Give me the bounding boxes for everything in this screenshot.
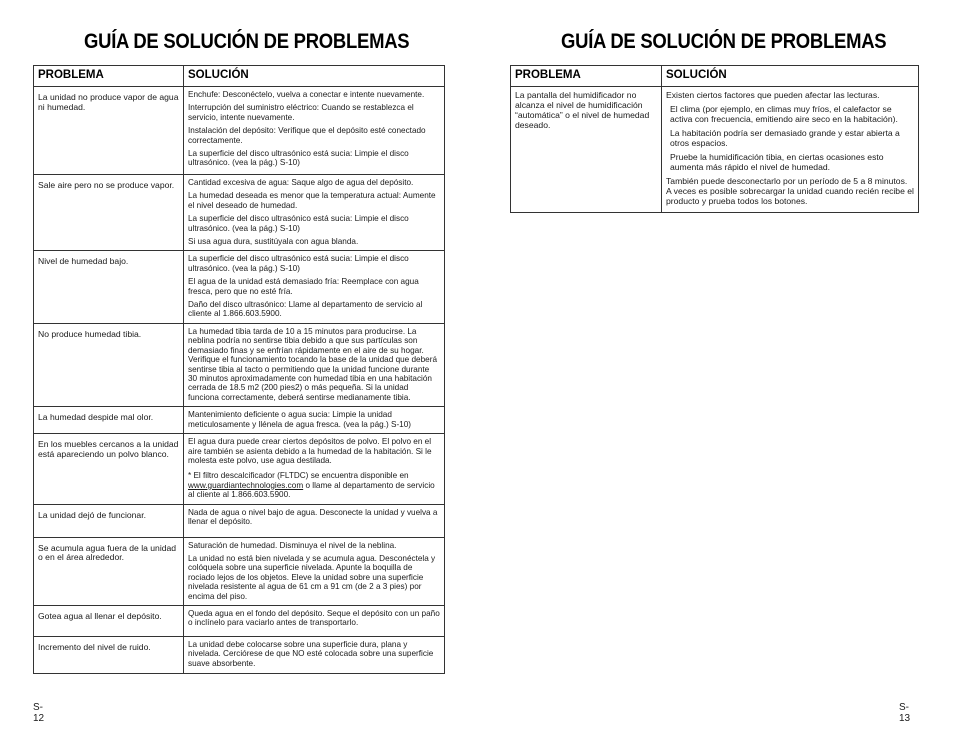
solution-line: Nada de agua o nivel bajo de agua. Desconecte la unidad y vuelva a llenar el depósito. (188, 507, 438, 526)
problem-cell: Nivel de humedad bajo. (34, 251, 184, 323)
solution-line: La humedad tibia tarda de 10 a 15 minutos para producirse. La neblina podría no sentirse tibia debido a que sus partículas son demasiado finas y se enfrían rápidamente en el aire de su hogar. Verifique el funcionamiento tocando la base de la unidad que deberá sentirse tibia al tacto o permitiendo que la unidad funcione durante 30 minutos aproximadamente con humedad tibia en una habitación cerrada de 18.5 m2 (200 pies2) o más pequeña. Si la unidad funciona correctamente, deberá sentirse medianamente tibia. (188, 326, 437, 402)
solution-line: Enchufe: Desconéctelo, vuelva a conectar e intente nuevamente. (188, 90, 425, 99)
troubleshooting-table (33, 65, 445, 674)
table-row (34, 175, 445, 251)
table-row (511, 87, 919, 213)
solution-cell (184, 323, 445, 406)
page-title: GUÍA DE SOLUCIÓN DE PROBLEMAS (561, 30, 887, 53)
problem-cell: La unidad dejó de funcionar. (34, 504, 184, 537)
solution-cell (184, 87, 445, 175)
solution-cell (184, 606, 445, 637)
solution-line: La superficie del disco ultrasónico está sucia: Limpie el disco ultrasónico. (vea la pág.) S-10) (188, 149, 409, 168)
problem-cell: No produce humedad tibia. (34, 323, 184, 406)
solution-point: La habitación podría ser demasiado grande y estar abierta a otros espacios. (670, 128, 900, 148)
solution-cell (184, 407, 445, 434)
table-row (34, 407, 445, 434)
solution-line: Queda agua en el fondo del depósito. Seque el depósito con un paño o inclínelo para vaciarlo antes de transportarlo. (188, 609, 440, 628)
table-row (34, 434, 445, 504)
solution-line: La humedad deseada es menor que la temperatura actual: Aumente el nivel deseado de humedad. (188, 191, 436, 210)
table-row (34, 251, 445, 323)
solution-outro: También puede desconectarlo por un período de 5 a 8 minutos. (666, 176, 908, 186)
page-number: S-13 (899, 702, 911, 724)
filter-note (188, 471, 440, 499)
solution-line: La superficie del disco ultrasónico está sucia: Limpie el disco ultrasónico. (vea la pág.) S-10) (188, 254, 409, 273)
problem-cell: Incremento del nivel de ruido. (34, 637, 184, 674)
column-header-solution: SOLUCIÓN (184, 66, 445, 87)
table-row (34, 637, 445, 674)
solution-cell (184, 434, 445, 504)
solution-cell (184, 504, 445, 537)
table-row (34, 87, 445, 175)
solution-cell (184, 537, 445, 605)
note-prefix: * El filtro descalcificador (FLTDC) se encuentra disponible en (188, 471, 409, 481)
column-header-problem: PROBLEMA (511, 66, 662, 87)
solution-cell (184, 175, 445, 251)
column-header-problem: PROBLEMA (34, 66, 184, 87)
problem-cell: Se acumula agua fuera de la unidad o en el área alrededor. (34, 537, 184, 605)
solution-cell (184, 251, 445, 323)
solution-line: Cantidad excesiva de agua: Saque algo de agua del depósito. (188, 178, 414, 187)
solution-line: Saturación de humedad. Disminuya el nivel de la neblina. (188, 540, 397, 550)
solution-line: La superficie del disco ultrasónico está sucia: Limpie el disco ultrasónico. (vea la pág.) S-10) (188, 214, 409, 233)
website-link[interactable]: www.guardiantechnologies.com (188, 480, 304, 490)
problem-cell: En los muebles cercanos a la unidad está apareciendo un polvo blanco. (34, 434, 184, 504)
table-row (34, 323, 445, 406)
problem-cell: La humedad despide mal olor. (34, 407, 184, 434)
troubleshooting-table (510, 65, 919, 213)
table-row (34, 504, 445, 537)
table-row (34, 606, 445, 637)
problem-cell: La pantalla del humidificador no alcanza el nivel de humidificación “automática” o el nivel de humedad deseado. (511, 87, 662, 213)
solution-line: Mantenimiento deficiente o agua sucia: Limpie la unidad meticulosamente y llénela de agua fresca. (vea la pág.) S-10) (188, 410, 412, 429)
solution-outro: A veces es posible sobrecargar la unidad cuando recién recibe el producto y prueba todos los botones. (666, 186, 914, 206)
solution-line: Daño del disco ultrasónico: Llame al departamento de servicio al cliente al 1.866.603.5900. (188, 300, 423, 319)
solution-point: El clima (por ejemplo, en climas muy fríos, el calefactor se activa con frecuencia, emitiendo aire seco en la habitación). (670, 104, 898, 124)
solution-line: El agua de la unidad está demasiado fría: Reemplace con agua fresca, pero que no esté fría. (188, 277, 419, 296)
solution-line: Interrupción del suministro eléctrico: Cuando se restablezca el servicio, intente nuevamente. (188, 103, 414, 122)
problem-cell: Gotea agua al llenar el depósito. (34, 606, 184, 637)
solution-line: La unidad no está bien nivelada y se acumula agua. Desconéctela y colóquela sobre una superficie nivelada. Apunte la boquilla de rociado lejos de los objetos. Eleve la unidad sobre una superficie nivelada resistente al agua de 61 cm a 91 cm (de 2 a 3 pies) por encima del piso. (188, 553, 436, 601)
solution-line: Instalación del depósito: Verifique que el depósito esté conectado correctamente. (188, 126, 426, 145)
solution-line: La unidad debe colocarse sobre una superficie dura, plana y nivelada. Cerciórese de que NO esté colocada sobre una superficie suave absorbente. (188, 640, 434, 668)
solution-point: Pruebe la humidificación tibia, en ciertas ocasiones esto aumenta más rápido el nivel de humedad. (670, 152, 884, 172)
solution-line: El agua dura puede crear ciertos depósitos de polvo. El polvo en el aire también se asienta debido a la humedad de la habitación. Si le molesta este polvo, use agua destilada. (188, 437, 432, 465)
column-header-solution: SOLUCIÓN (662, 66, 919, 87)
problem-cell: Sale aire pero no se produce vapor. (34, 175, 184, 251)
solution-cell (662, 87, 919, 213)
page-title: GUÍA DE SOLUCIÓN DE PROBLEMAS (84, 30, 410, 53)
solution-cell (184, 637, 445, 674)
problem-cell: La unidad no produce vapor de agua ni humedad. (34, 87, 184, 175)
solution-intro: Existen ciertos factores que pueden afectar las lecturas. (666, 90, 880, 100)
table-row (34, 537, 445, 605)
note-suffix: o llame al departamento de servicio al cliente al 1.866.603.5900. (188, 480, 435, 500)
page-number: S-12 (33, 702, 45, 724)
solution-line: Si usa agua dura, sustitúyala con agua blanda. (188, 237, 359, 247)
